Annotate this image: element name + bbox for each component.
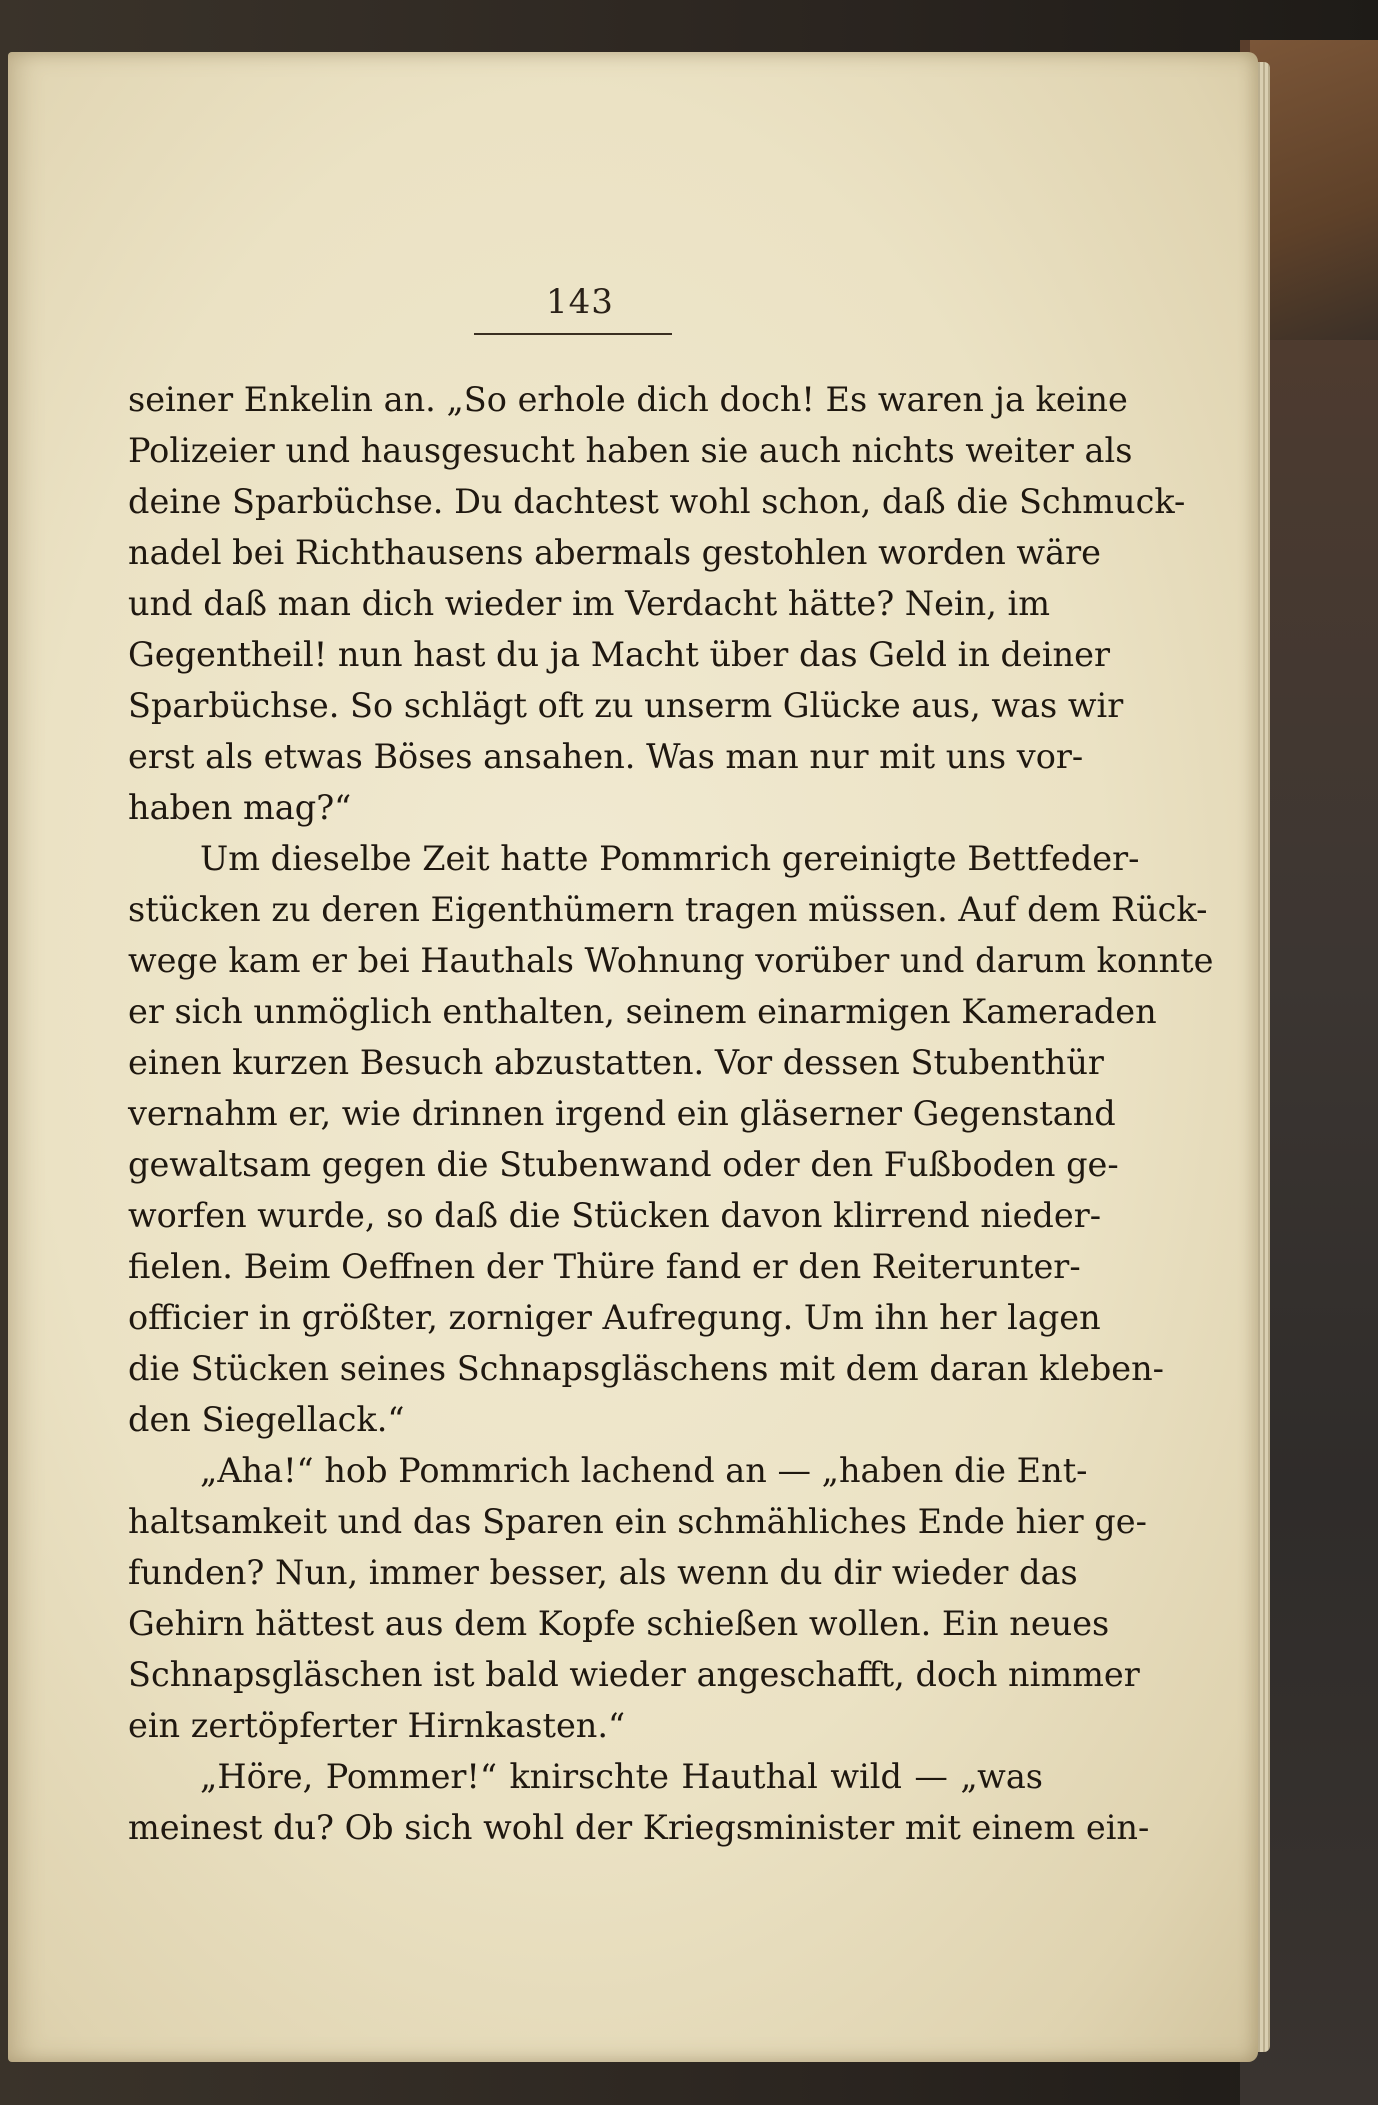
text-line: seiner Enkelin an. „So erhole dich doch! Es waren ja keine bbox=[128, 380, 1128, 419]
text-line: worfen wurde, so daß die Stücken davon klirrend nieder- bbox=[128, 1196, 1102, 1235]
text-line: fielen. Beim Oeffnen der Thüre fand er den Reiterunter- bbox=[128, 1247, 1081, 1286]
header-rule bbox=[474, 333, 672, 335]
text-line: meinest du? Ob sich wohl der Kriegsminister mit einem ein- bbox=[128, 1808, 1150, 1847]
text-line: nadel bei Richthausens abermals gestohlen worden wäre bbox=[128, 533, 1101, 572]
book-page bbox=[8, 52, 1258, 2062]
text-line: Um dieselbe Zeit hatte Pommrich gereinigte Bettfeder- bbox=[200, 839, 1140, 878]
text-line: Schnapsgläschen ist bald wieder angeschafft, doch nimmer bbox=[128, 1655, 1140, 1694]
text-line: haltsamkeit und das Sparen ein schmähliches Ende hier ge- bbox=[128, 1502, 1147, 1541]
text-line: und daß man dich wieder im Verdacht hätte? Nein, im bbox=[128, 584, 1051, 623]
text-line: einen kurzen Besuch abzustatten. Vor dessen Stubenthür bbox=[128, 1043, 1104, 1082]
body-text bbox=[128, 374, 1214, 1853]
text-line: funden? Nun, immer besser, als wenn du dir wieder das bbox=[128, 1553, 1078, 1592]
text-line: officier in größter, zorniger Aufregung. Um ihn her lagen bbox=[128, 1298, 1101, 1337]
text-line: deine Sparbüchse. Du dachtest wohl schon, daß die Schmuck- bbox=[128, 482, 1186, 521]
text-line: Sparbüchse. So schlägt oft zu unserm Glücke aus, was wir bbox=[128, 686, 1124, 725]
text-line: Polizeier und hausgesucht haben sie auch nichts weiter als bbox=[128, 431, 1133, 470]
text-line: „Höre, Pommer!“ knirschte Hauthal wild — „was bbox=[200, 1757, 1043, 1796]
text-line: Gegentheil! nun hast du ja Macht über das Geld in deiner bbox=[128, 635, 1110, 674]
page-number: 143 bbox=[546, 282, 614, 322]
text-line: erst als etwas Böses ansahen. Was man nur mit uns vor- bbox=[128, 737, 1084, 776]
text-line: Gehirn hättest aus dem Kopfe schießen wollen. Ein neues bbox=[128, 1604, 1110, 1643]
text-line: wege kam er bei Hauthals Wohnung vorüber und darum konnte bbox=[128, 941, 1214, 980]
text-line: ein zertöpferter Hirnkasten.“ bbox=[128, 1706, 626, 1745]
text-line: „Aha!“ hob Pommrich lachend an — „haben die Ent- bbox=[200, 1451, 1088, 1490]
text-line: stücken zu deren Eigenthümern tragen müssen. Auf dem Rück- bbox=[128, 890, 1208, 929]
text-line: die Stücken seines Schnapsgläschens mit dem daran kleben- bbox=[128, 1349, 1164, 1388]
text-line: haben mag?“ bbox=[128, 788, 352, 827]
text-line: er sich unmöglich enthalten, seinem einarmigen Kameraden bbox=[128, 992, 1157, 1031]
text-line: vernahm er, wie drinnen irgend ein gläserner Gegenstand bbox=[128, 1094, 1116, 1133]
text-line: den Siegellack.“ bbox=[128, 1400, 405, 1439]
text-line: gewaltsam gegen die Stubenwand oder den Fußboden ge- bbox=[128, 1145, 1119, 1184]
